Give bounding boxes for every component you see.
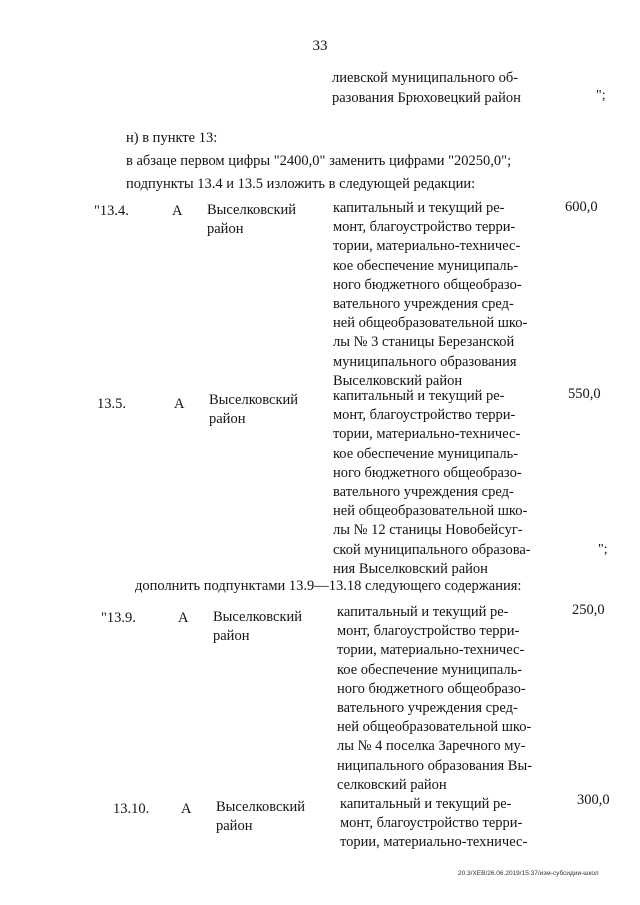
description-line: ниципального образования Вы- <box>337 757 533 774</box>
row-number: "13.9. <box>101 610 136 626</box>
description-line: Выселковский район <box>333 372 463 389</box>
row-category: А <box>178 610 189 626</box>
description-line: ней общеобразовательной шко- <box>333 315 528 332</box>
description-line: ния Выселковский район <box>333 560 488 577</box>
description-line: лы № 3 станицы Березанской <box>333 334 515 351</box>
add-subitems-intro: дополнить подпунктами 13.9—13.18 следующего содержания: <box>135 578 522 594</box>
description-line: капитальный и текущий ре- <box>333 388 505 404</box>
continuation-line: разования Брюховецкий район <box>332 89 521 106</box>
item-n-heading: н) в пункте 13: <box>126 130 218 146</box>
district-line: район <box>207 221 244 237</box>
row-description <box>333 387 543 579</box>
row-district <box>216 798 326 836</box>
description-line: вательного учреждения сред- <box>333 484 514 501</box>
continuation-line: лиевской муниципального об- <box>332 70 519 86</box>
district-line: район <box>209 411 246 427</box>
description-line: капитальный и текущий ре- <box>340 796 512 812</box>
description-line: лы № 12 станицы Новобейсуг- <box>333 522 523 539</box>
description-line: ного бюджетного общеобразо- <box>333 464 522 481</box>
footer-document-code: 20.3/ХЕВ/26.06.2019/15:37/изм-субсидии-школ <box>458 870 599 877</box>
description-line: капитальный и текущий ре- <box>337 604 509 620</box>
description-line: тории, материально-техничес- <box>333 238 521 255</box>
description-line: монт, благоустройство терри- <box>333 219 516 236</box>
closing-quote: "; <box>598 542 608 557</box>
description-line: ней общеобразовательной шко- <box>337 719 532 736</box>
description-line: тории, материально-техничес- <box>340 834 528 851</box>
row-amount: 250,0 <box>572 602 605 618</box>
description-line: кое обеспечение муниципаль- <box>333 445 519 462</box>
closing-quote: "; <box>596 88 606 103</box>
district-line: район <box>216 818 253 834</box>
description-line: монт, благоустройство терри- <box>340 815 523 832</box>
row-district <box>207 201 317 239</box>
row-description <box>340 795 550 853</box>
subitems-intro: подпункты 13.4 и 13.5 изложить в следующей редакции: <box>126 176 476 192</box>
description-line: лы № 4 поселка Заречного му- <box>337 738 526 755</box>
row-category: А <box>174 396 185 412</box>
description-line: кое обеспечение муниципаль- <box>333 257 519 274</box>
row-district <box>213 608 323 646</box>
description-line: капитальный и текущий ре- <box>333 200 505 216</box>
description-line: вательного учреждения сред- <box>337 700 518 717</box>
row-category: А <box>172 203 183 219</box>
first-paragraph-instruction: в абзаце первом цифры "2400,0" заменить цифрами "20250,0"; <box>126 153 512 169</box>
row-amount: 550,0 <box>568 386 601 402</box>
description-line: монт, благоустройство терри- <box>333 407 516 424</box>
row-district <box>209 391 319 429</box>
description-line: ской муниципального образова- <box>333 541 531 558</box>
row-category: А <box>181 801 192 817</box>
description-line: кое обеспечение муниципаль- <box>337 661 523 678</box>
district-line: Выселковский <box>216 799 306 815</box>
row-number: 13.5. <box>97 396 126 412</box>
district-line: Выселковский <box>209 392 299 408</box>
description-line: вательного учреждения сред- <box>333 296 514 313</box>
description-line: тории, материально-техничес- <box>333 426 521 443</box>
row-amount: 300,0 <box>577 792 610 808</box>
description-line: ного бюджетного общеобразо- <box>333 276 522 293</box>
description-line: ного бюджетного общеобразо- <box>337 680 526 697</box>
description-line: тории, материально-техничес- <box>337 642 525 659</box>
district-line: Выселковский <box>207 202 297 218</box>
continuation-text <box>332 69 552 108</box>
description-line: ней общеобразовательной шко- <box>333 503 528 520</box>
row-amount: 600,0 <box>565 199 598 215</box>
row-description <box>337 603 547 795</box>
description-line: селковский район <box>337 776 447 793</box>
row-number: "13.4. <box>94 203 129 219</box>
district-line: район <box>213 628 250 644</box>
page-number: 33 <box>312 38 328 54</box>
row-number: 13.10. <box>113 801 150 817</box>
description-line: монт, благоустройство терри- <box>337 623 520 640</box>
district-line: Выселковский <box>213 609 303 625</box>
row-description <box>333 199 543 391</box>
description-line: муниципального образования <box>333 353 517 370</box>
